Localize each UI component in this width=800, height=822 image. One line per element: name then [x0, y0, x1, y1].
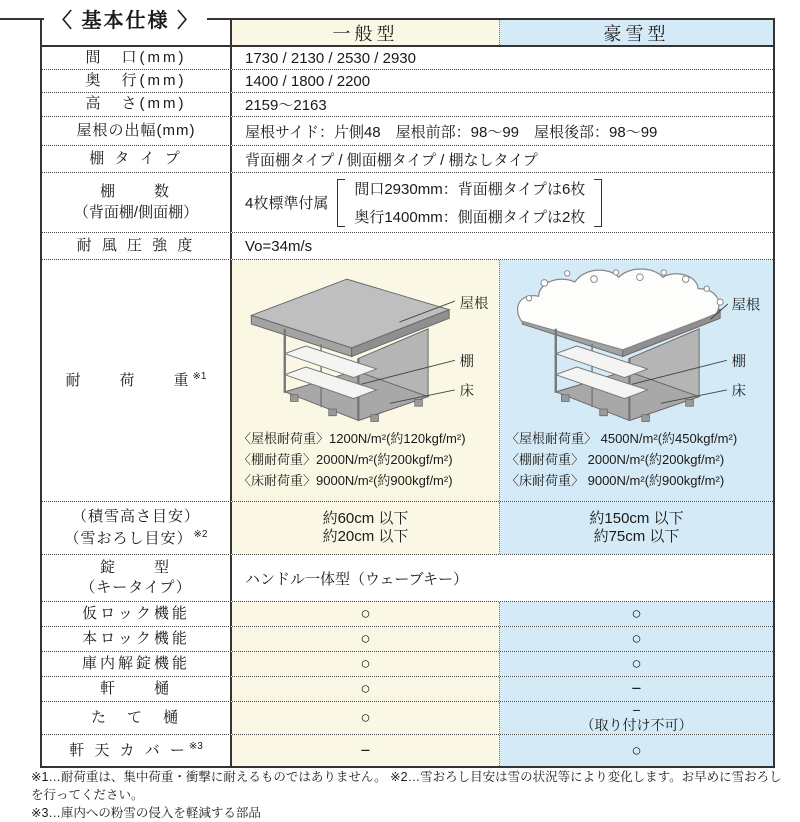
row-eaves-gutter	[42, 677, 773, 702]
load-values-heavy	[500, 426, 773, 491]
soffit-cover-general: −	[232, 735, 499, 766]
diagram-label-shelf: 棚	[459, 354, 474, 371]
diagram-label-floor: 床	[459, 383, 474, 400]
downspout-heavy-line1: −	[632, 701, 641, 718]
shelf-count-notes	[354, 178, 585, 227]
bracket-right	[594, 179, 602, 227]
footnote-marker-2: ※2	[193, 528, 208, 540]
shelf-count-label-line1: 棚 数	[99, 183, 172, 201]
row-downspout	[42, 702, 773, 735]
row-roof-overhang	[42, 117, 773, 146]
row-roof-overhang-label: 屋根の出幅(mm)	[42, 117, 232, 145]
eaves-gutter-heavy: −	[499, 677, 773, 701]
row-inside-unlock	[42, 652, 773, 677]
load-capacity-label-text: 耐 荷 重$^{※1}$	[65, 370, 207, 389]
snow-general-cell	[232, 502, 499, 554]
footnote-marker-3: ※3	[188, 740, 203, 752]
row-depth-value: 1400 / 1800 / 2200	[232, 70, 773, 92]
row-depth	[42, 70, 773, 93]
column-header-heavy-snow: 豪雪型	[499, 20, 773, 45]
row-wind-resistance-label: 耐 風 圧 強 度	[42, 233, 232, 259]
main-lock-heavy: ○	[499, 627, 773, 651]
row-width	[42, 47, 773, 70]
row-height-label: 高 さ(mm)	[42, 93, 232, 116]
eaves-gutter-general: ○	[232, 677, 499, 701]
load-heavy-floor: 〈床耐荷重〉 9000N/m²(約900kgf/m²)	[506, 472, 725, 488]
row-soffit-cover-label	[42, 735, 232, 766]
shed-illustration-general	[237, 266, 495, 426]
downspout-general: ○	[232, 702, 499, 734]
row-lock-type	[42, 555, 773, 602]
row-downspout-label: た て 樋	[42, 702, 232, 734]
row-load-capacity-label	[42, 260, 232, 501]
page-title: 〈 基本仕様 〉	[44, 4, 207, 33]
snow-label-line1: （積雪高さ目安）	[71, 508, 200, 526]
row-snow-height-label	[42, 502, 232, 554]
diagram-label-shelf: 棚	[731, 354, 746, 371]
row-depth-label: 奥 行(mm)	[42, 70, 232, 92]
shelf-count-standard: 4枚標準付属	[245, 195, 329, 212]
footnote-line1: ※1…耐荷重は、集中荷重・衝撃に耐えるものではありません。 ※2…雪おろし目安は雪の状況等により変化します。お早めに雪おろしを行ってください。	[31, 770, 782, 803]
row-shelf-type-label: 棚 タ イ プ	[42, 146, 232, 172]
load-heavy-roof: 〈屋根耐荷重〉 4500N/m²(約450kgf/m²)	[506, 431, 738, 446]
downspout-heavy	[499, 702, 773, 734]
row-main-lock-label: 本ロック機能	[42, 627, 232, 651]
load-heavy-shelf: 〈棚耐荷重〉 2000N/m²(約200kgf/m²)	[506, 451, 725, 467]
lock-type-label-line1: 錠 型	[99, 558, 172, 576]
row-shelf-type	[42, 146, 773, 173]
inside-unlock-heavy: ○	[499, 652, 773, 676]
row-wind-resistance	[42, 233, 773, 260]
load-general-shelf: 〈棚耐荷重〉2000N/m²(約200kgf/m²)	[238, 451, 453, 467]
row-lock-type-label	[42, 555, 232, 601]
row-load-capacity	[42, 260, 773, 502]
row-shelf-type-value: 背面棚タイプ / 側面棚タイプ / 棚なしタイプ	[232, 146, 773, 172]
footnote-marker-1: ※1	[192, 370, 207, 382]
row-lock-type-value: ハンドル一体型（ウェーブキー）	[232, 555, 773, 601]
diagram-label-roof: 屋根	[731, 297, 760, 314]
row-roof-overhang-value: 屋根サイド：片側48 屋根前部：98～99 屋根後部：98～99	[232, 117, 773, 145]
snow-general-line1: 約60cm 以下	[322, 510, 409, 527]
load-general-roof: 〈屋根耐荷重〉1200N/m²(約120kgf/m²)	[238, 431, 466, 446]
snow-general-line2: 約20cm 以下	[322, 528, 409, 545]
footnote-line2: ※3…庫内への粉雪の侵入を軽減する部品	[31, 806, 261, 821]
column-header-general: 一般型	[232, 20, 499, 45]
row-soffit-cover	[42, 735, 773, 766]
row-width-value: 1730 / 2130 / 2530 / 2930	[232, 47, 773, 69]
main-lock-general: ○	[232, 627, 499, 651]
shelf-count-label-line2: （背面棚/側面棚）	[73, 203, 199, 221]
row-width-label: 間 口(mm)	[42, 47, 232, 69]
shelf-count-note2: 奥行1400mm：側面棚タイプは2枚	[354, 209, 586, 226]
inside-unlock-general: ○	[232, 652, 499, 676]
diagram-label-floor: 床	[731, 383, 746, 400]
temp-lock-heavy: ○	[499, 602, 773, 626]
shed-illustration-heavy-snow	[508, 266, 766, 426]
title-dash-line	[0, 18, 50, 20]
row-wind-resistance-value: Vo=34m/s	[232, 233, 773, 259]
temp-lock-general: ○	[232, 602, 499, 626]
spec-table	[40, 10, 775, 768]
soffit-cover-label-text: 軒 天 カ バ ー$^{※3}$	[69, 740, 203, 759]
row-snow-height	[42, 502, 773, 555]
row-height-value: 2159～2163	[232, 93, 773, 116]
bracket-left	[337, 179, 345, 227]
snow-heavy-line1: 約150cm 以下	[589, 510, 684, 527]
snow-heavy-line2: 約75cm 以下	[593, 528, 680, 545]
load-capacity-general-cell	[232, 260, 499, 501]
row-shelf-count-label	[42, 173, 232, 232]
downspout-heavy-line2: （取り付け不可）	[580, 716, 693, 733]
footnotes	[31, 768, 791, 822]
snow-heavy-cell	[499, 502, 773, 554]
shelf-count-note1: 間口2930mm：背面棚タイプは6枚	[354, 181, 586, 198]
row-height	[42, 93, 773, 117]
diagram-label-roof: 屋根	[459, 295, 488, 312]
row-temp-lock	[42, 602, 773, 627]
row-main-lock	[42, 627, 773, 652]
row-temp-lock-label: 仮ロック機能	[42, 602, 232, 626]
load-capacity-heavy-cell	[499, 260, 773, 501]
lock-type-label-line2: （キータイプ）	[80, 579, 192, 596]
load-general-floor: 〈床耐荷重〉9000N/m²(約900kgf/m²)	[238, 472, 453, 488]
snow-label-line2: （雪おろし目安）$^{※2}$	[64, 528, 208, 547]
soffit-cover-heavy: ○	[499, 735, 773, 766]
load-values-general	[232, 426, 499, 491]
row-shelf-count-value	[232, 173, 773, 232]
row-shelf-count	[42, 173, 773, 233]
row-inside-unlock-label: 庫内解錠機能	[42, 652, 232, 676]
row-eaves-gutter-label: 軒 樋	[42, 677, 232, 701]
